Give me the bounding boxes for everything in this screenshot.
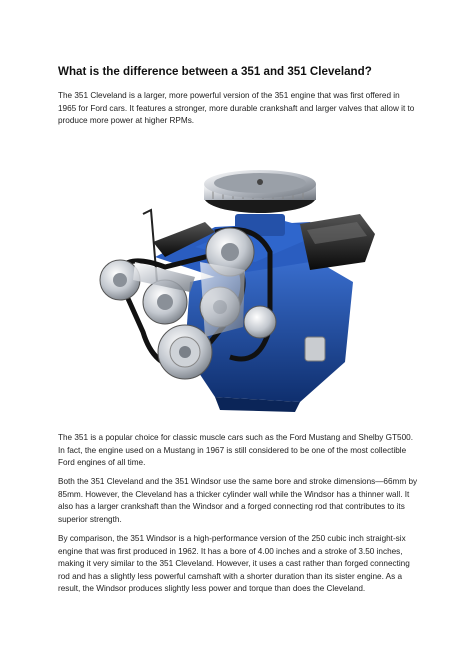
page-title: What is the difference between a 351 and 351 Cleveland?	[58, 65, 372, 78]
paragraph-popularity: The 351 is a popular choice for classic muscle cars such as the Ford Mustang and Shelby GT500. In fact, the engine used on a Mustang in 1967 is still considered to be one of the most collectible Ford engines of all time.	[58, 433, 413, 468]
paragraph-comparison-dimensions: Both the 351 Cleveland and the 351 Windsor use the same bore and stroke dimensions—66mm by 85mm. However, the Cleveland has a thicker cylinder wall while the Windsor has a thinner wall. It also has a larger crankshaft than the Windsor and a forged connecting rod that contributes to its superior strength.	[58, 477, 418, 524]
air-cleaner	[204, 170, 316, 213]
paragraph-intro: The 351 Cleveland is a larger, more powerful version of the 351 engine that was first offered in 1965 for Ford cars. It features a stronger, more durable crankshaft and larger valves that allow it to produce more power at higher RPMs.	[58, 91, 415, 126]
paragraph-windsor: By comparison, the 351 Windsor is a high-performance version of the 250 cubic inch straight-six engine that was first produced in 1962. It has a bore of 4.00 inches and a stroke of 3.50 inches, making it very similar to the 351 Cleveland. However, it uses a cast rather than forged connecting rod and has a slightly less powerful camshaft with a shorter duration than its sister engine. As a result, the Windsor produces slightly less power and torque than does the Cleveland.	[58, 534, 410, 594]
oil-filter	[305, 337, 325, 361]
engine-illustration	[95, 162, 385, 412]
valve-cover-right	[300, 214, 375, 270]
